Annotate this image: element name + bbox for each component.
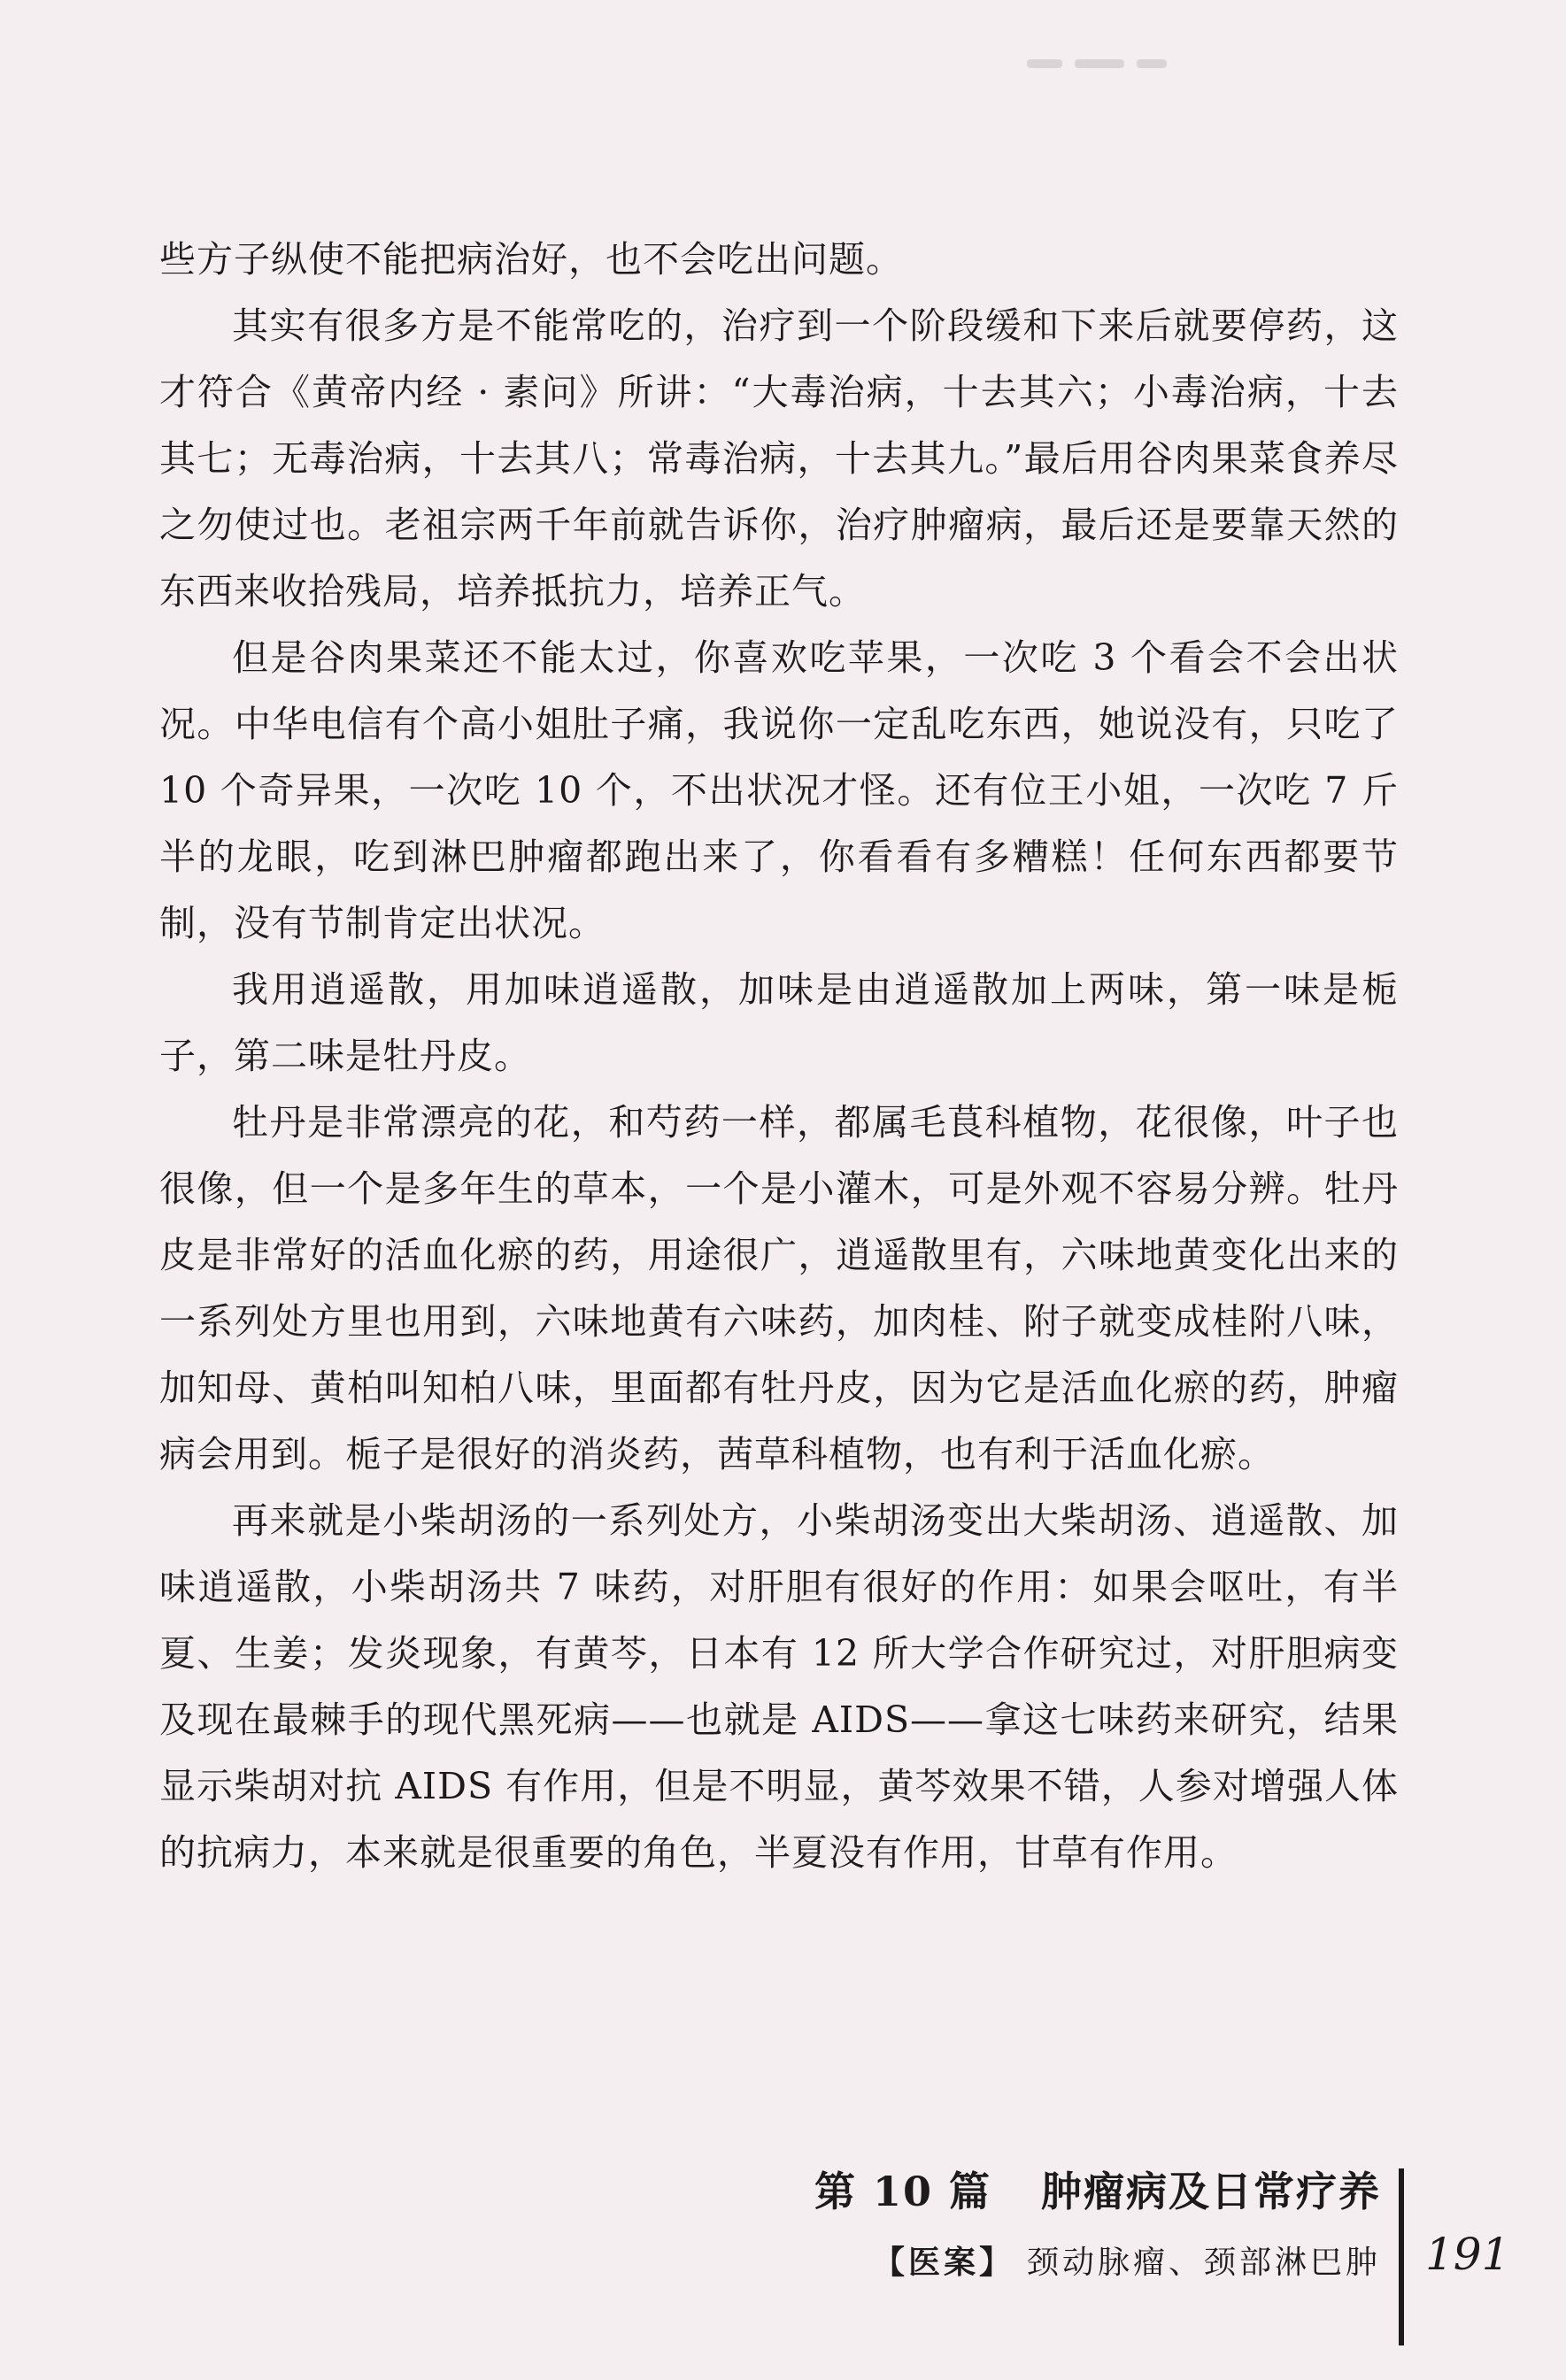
paragraph: 牡丹是非常漂亮的花，和芍药一样，都属毛茛科植物，花很像，叶子也很像，但一个是多年生的草本，一个是小灌木，可是外观不容易分辨。牡丹皮是非常好的活血化瘀的药，用途很广，逍遥散里有，六味地黄变化出来的一系列处方里也用到，六味地黄有六味药，加肉桂、附子就变成桂附八味，加知母、黄柏叫知柏八味，里面都有牡丹皮，因为它是活血化瘀的药，肿瘤病会用到。栀子是很好的消炎药，茜草科植物，也有利于活血化瘀。 [159,1101,1399,1475]
paragraph: 再来就是小柴胡汤的一系列处方，小柴胡汤变出大柴胡汤、逍遥散、加味逍遥散，小柴胡汤共 7 味药，对肝胆有很好的作用：如果会呕吐，有半夏、生姜；发炎现象，有黄芩，日本有 12 所大学合作研究过，对肝胆病变及现在最棘手的现代黑死病——也就是 AIDS——拿这七味药来研究，结果显示柴胡对抗 AIDS 有作用，但是不明显，黄芩效果不错，人参对增强人体的抗病力，本来就是很重要的角色，半夏没有作用，甘草有作用。 [159,1499,1399,1874]
case-title: 颈动脉瘤、颈部淋巴肿 [1026,2245,1381,2281]
footer-divider [1399,2168,1404,2345]
section-heading [814,2160,1381,2218]
paragraph: 但是谷肉果菜还不能太过，你喜欢吃苹果，一次吃 3 个看会不会出状况。中华电信有个高小姐肚子痛，我说你一定乱吃东西，她说没有，只吃了 10 个奇异果，一次吃 10 个，不出状况才怪。还有位王小姐，一次吃 7 斤半的龙眼，吃到淋巴肿瘤都跑出来了，你看看有多糟糕！任何东西都要节制，没有节制肯定出状况。 [159,636,1399,944]
show-through-ink [1027,55,1204,81]
paragraph: 我用逍遥散，用加味逍遥散，加味是由逍遥散加上两味，第一味是栀子，第二味是牡丹皮。 [159,968,1399,1077]
paragraph: 其实有很多方是不能常吃的，治疗到一个阶段缓和下来后就要停药，这才符合《黄帝内经 · 素问》所讲：“大毒治病，十去其六；小毒治病，十去其七；无毒治病，十去其八；常毒治病，十去其九。”最后用谷肉果菜食养尽之勿使过也。老祖宗两千年前就告诉你，治疗肿瘤病，最后还是要靠天然的东西来收拾残局，培养抵抗力，培养正气。 [159,304,1399,612]
section-number: 第 10 篇 [814,2168,991,2215]
running-footer [779,2160,1558,2372]
case-tag: 【医案】 [872,2244,1014,2281]
body-text [159,227,1399,1886]
section-title: 肿瘤病及日常疗养 [1041,2168,1381,2215]
paragraph-continuation: 些方子纵使不能把病治好，也不会吃出问题。 [159,238,903,281]
case-subheading [873,2238,1381,2283]
page-number: 191 [1425,2229,1510,2280]
